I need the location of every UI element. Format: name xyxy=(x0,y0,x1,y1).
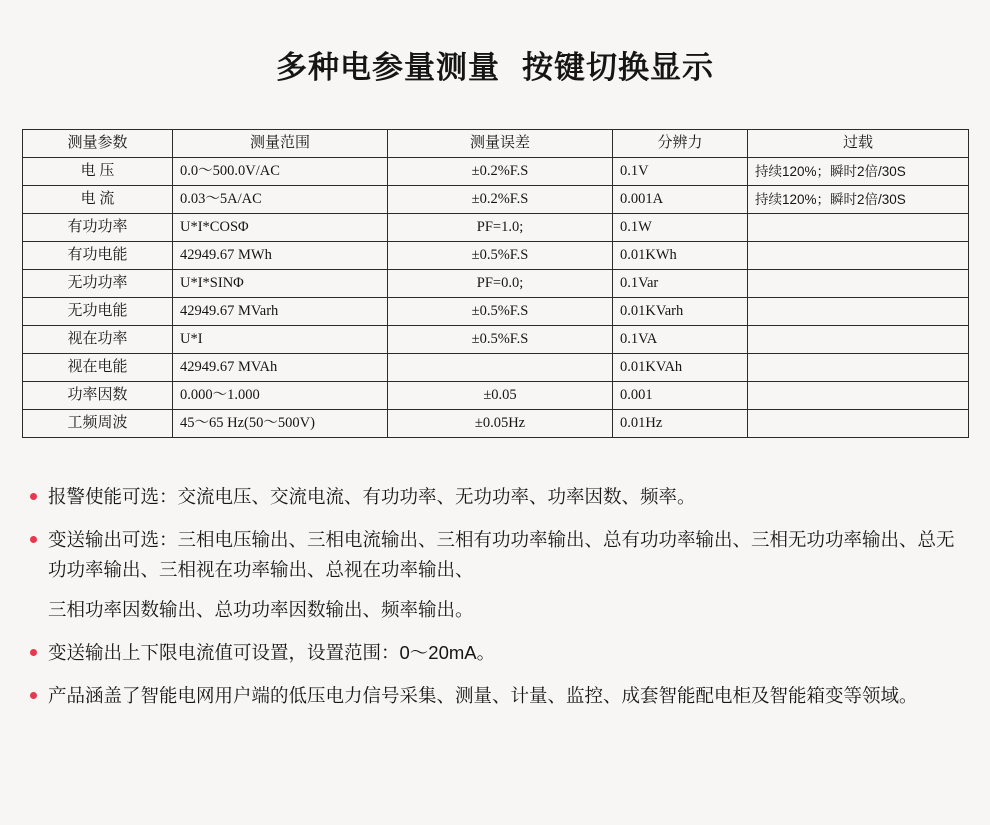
specifications-table xyxy=(22,129,969,438)
cell-resolution: 0.1VA xyxy=(613,326,748,354)
cell-resolution: 0.1Var xyxy=(613,270,748,298)
cell-param: 无功电能 xyxy=(23,298,173,326)
cell-range: 0.000～1.000 xyxy=(173,382,388,410)
cell-param: 电 流 xyxy=(23,186,173,214)
page-title-part2: 按键切换显示 xyxy=(522,50,714,85)
feature-bullet-text: 产品涵盖了智能电网用户端的低压电力信号采集、测量、计量、监控、成套智能配电柜及智能箱变等领域。 xyxy=(48,684,918,706)
cell-error: ±0.05 xyxy=(388,382,613,410)
feature-bullet-text: 报警使能可选：交流电压、交流电流、有功功率、无功功率、功率因数、频率。 xyxy=(48,486,696,507)
table-header-row xyxy=(23,130,969,158)
table-row xyxy=(23,186,969,214)
page-title xyxy=(0,0,990,87)
cell-range: U*I*SINΦ xyxy=(173,270,388,298)
cell-resolution: 0.01Hz xyxy=(613,410,748,438)
cell-resolution: 0.01KWh xyxy=(613,242,748,270)
table-row xyxy=(23,410,969,438)
cell-range: 42949.67 MVarh xyxy=(173,298,388,326)
cell-range: 45～65 Hz(50～500V) xyxy=(173,410,388,438)
cell-range: 42949.67 MVAh xyxy=(173,354,388,382)
cell-range: 0.0～500.0V/AC xyxy=(173,158,388,186)
cell-param: 工频周波 xyxy=(23,410,173,438)
cell-overload xyxy=(748,298,969,326)
cell-error: ±0.2%F.S xyxy=(388,186,613,214)
cell-error: PF=1.0; xyxy=(388,214,613,242)
col-header-overload: 过载 xyxy=(748,130,969,158)
cell-overload xyxy=(748,326,969,354)
bullet-dot-icon xyxy=(30,692,37,699)
cell-resolution: 0.01KVarh xyxy=(613,298,748,326)
col-header-param: 测量参数 xyxy=(23,130,173,158)
cell-resolution: 0.001 xyxy=(613,382,748,410)
cell-overload xyxy=(748,382,969,410)
table-row xyxy=(23,354,969,382)
cell-param: 电 压 xyxy=(23,158,173,186)
cell-error: ±0.05Hz xyxy=(388,410,613,438)
cell-resolution: 0.1V xyxy=(613,158,748,186)
cell-resolution: 0.1W xyxy=(613,214,748,242)
cell-resolution: 0.001A xyxy=(613,186,748,214)
table-head xyxy=(23,130,969,158)
feature-bullet-text: 三相功率因数输出、总功功率因数输出、频率输出。 xyxy=(48,598,474,620)
table-row xyxy=(23,298,969,326)
cell-resolution: 0.01KVAh xyxy=(613,354,748,382)
feature-bullet-list xyxy=(28,482,962,711)
cell-range: 0.03～5A/AC xyxy=(173,186,388,214)
col-header-resolution: 分辨力 xyxy=(613,130,748,158)
feature-bullet xyxy=(28,681,962,711)
cell-overload xyxy=(748,214,969,242)
cell-param: 有功功率 xyxy=(23,214,173,242)
cell-overload xyxy=(748,242,969,270)
cell-param: 功率因数 xyxy=(23,382,173,410)
cell-error xyxy=(388,354,613,382)
feature-bullet-text: 变送输出可选：三相电压输出、三相电流输出、三相有功功率输出、总有功功率输出、三相无功功率输出、总无功功率输出、三相视在功率输出、总视在功率输出、 xyxy=(48,528,955,580)
cell-error: ±0.5%F.S xyxy=(388,326,613,354)
feature-bullet xyxy=(28,638,962,668)
col-header-error: 测量误差 xyxy=(388,130,613,158)
cell-param: 无功功率 xyxy=(23,270,173,298)
bullet-dot-icon xyxy=(30,493,37,500)
cell-param: 有功电能 xyxy=(23,242,173,270)
feature-bullet-text: 变送输出上下限电流值可设置，设置范围：0～20mA。 xyxy=(48,641,496,663)
cell-error: ±0.5%F.S xyxy=(388,242,613,270)
cell-error: PF=0.0; xyxy=(388,270,613,298)
cell-range: 42949.67 MWh xyxy=(173,242,388,270)
table-body xyxy=(23,158,969,438)
cell-overload xyxy=(748,410,969,438)
feature-bullet xyxy=(28,482,962,512)
cell-overload xyxy=(748,270,969,298)
cell-overload: 持续120%；瞬时2倍/30S xyxy=(748,158,969,186)
spec-table-container xyxy=(22,129,968,438)
cell-range: U*I xyxy=(173,326,388,354)
cell-range: U*I*COSΦ xyxy=(173,214,388,242)
col-header-range: 测量范围 xyxy=(173,130,388,158)
cell-param: 视在功率 xyxy=(23,326,173,354)
table-row xyxy=(23,242,969,270)
table-row xyxy=(23,382,969,410)
cell-overload: 持续120%；瞬时2倍/30S xyxy=(748,186,969,214)
cell-error: ±0.5%F.S xyxy=(388,298,613,326)
table-row xyxy=(23,158,969,186)
cell-overload xyxy=(748,354,969,382)
page-title-part1: 多种电参量测量 xyxy=(276,50,500,85)
table-row xyxy=(23,326,969,354)
table-row xyxy=(23,214,969,242)
cell-param: 视在电能 xyxy=(23,354,173,382)
table-row xyxy=(23,270,969,298)
bullet-dot-icon xyxy=(30,536,37,543)
cell-error: ±0.2%F.S xyxy=(388,158,613,186)
feature-bullet xyxy=(28,525,962,625)
bullet-dot-icon xyxy=(30,649,37,656)
